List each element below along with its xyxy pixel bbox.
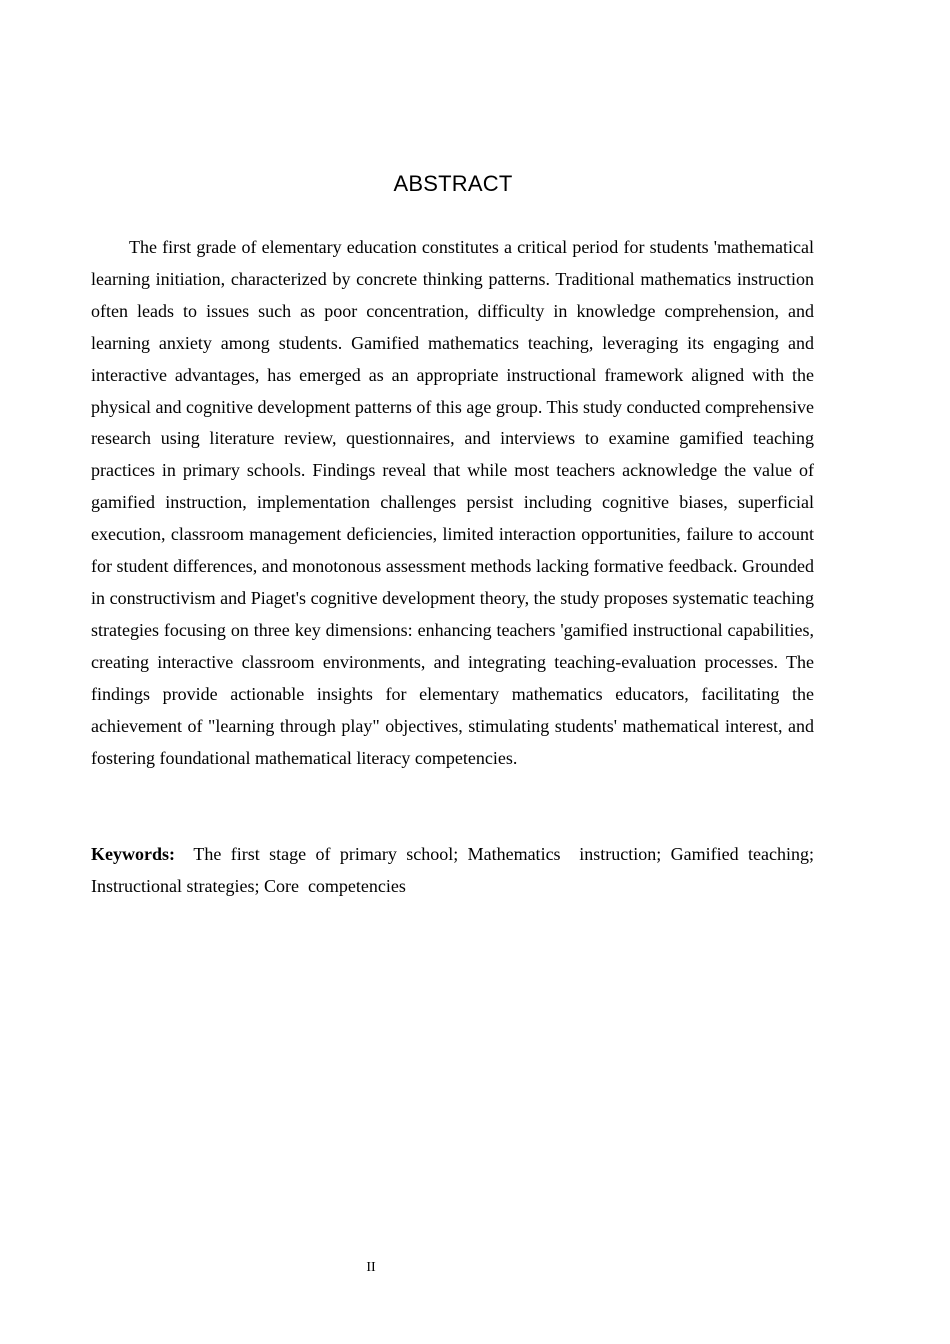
page-title: ABSTRACT — [393, 171, 513, 196]
abstract-paragraph: The first grade of elementary education constitutes a critical period for students 'mathematical learning initiation, characterized by concrete thinking patterns. Traditional mathematics instruction often leads to issues such as poor concentration, difficulty in knowledge comprehension, and learning anxiety among students. Gamified mathematics teaching, leveraging its engaging and interactive advantages, has emerged as an appropriate instructional framework aligned with the physical and cognitive development patterns of this age group. This study conducted comprehensive research using literature review, questionnaires, and interviews to examine gamified teaching practices in primary schools. Findings reveal that while most teachers acknowledge the value of gamified instruction, implementation challenges persist including cognitive biases, superficial execution, classroom management deficiencies, limited interaction opportunities, failure to account for student differences, and monotonous assessment methods lacking formative feedback. Grounded in constructivism and Piaget's cognitive development theory, the study proposes systematic teaching strategies focusing on three key dimensions: enhancing teachers 'gamified instructional capabilities, creating interactive classroom environments, and integrating teaching-evaluation processes. The findings provide actionable insights for elementary mathematics educators, facilitating the achievement of "learning through play" objectives, stimulating students' mathematical interest, and fostering foundational mathematical literacy competencies. — [91, 237, 814, 768]
page-number: II — [366, 1260, 376, 1275]
keywords-label: Keywords: — [91, 844, 175, 864]
keywords-list: The first stage of primary school; Mathematics instruction; Gamified teaching; Instructional strategies; Core competencies — [91, 844, 819, 896]
keywords-paragraph — [91, 838, 819, 902]
